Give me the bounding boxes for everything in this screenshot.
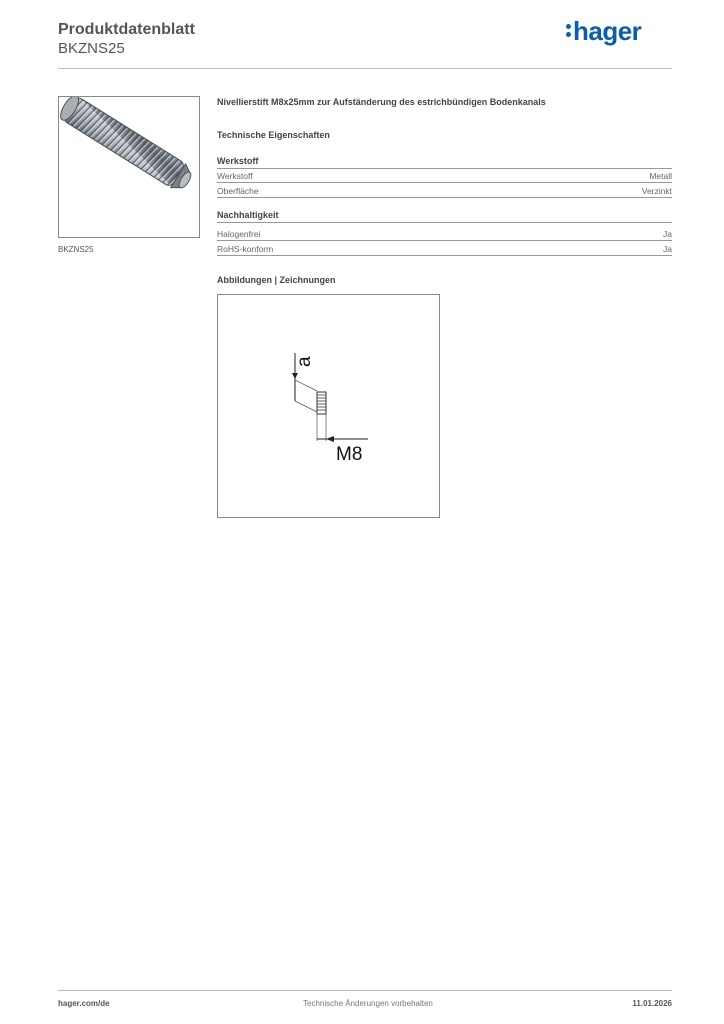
spec-row xyxy=(217,184,672,198)
logo-text: hager xyxy=(573,16,642,46)
spec-row xyxy=(217,169,672,183)
spec-label: RoHS-konform xyxy=(217,244,274,254)
dimension-label-a: a xyxy=(294,356,315,367)
footer-divider xyxy=(58,990,672,991)
hager-logo xyxy=(566,16,641,47)
dimension-drawing-svg xyxy=(218,295,439,517)
header-divider xyxy=(58,68,672,69)
footer-website-link[interactable]: hager.com/de xyxy=(58,999,110,1008)
technical-section-title: Technische Eigenschaften xyxy=(217,130,330,140)
dimension-drawing xyxy=(217,294,440,518)
footer-date: 11.01.2026 xyxy=(632,999,672,1008)
group-title-nachhaltigkeit: Nachhaltigkeit xyxy=(217,210,672,223)
spec-label: Oberfläche xyxy=(217,186,259,196)
group-title-werkstoff: Werkstoff xyxy=(217,156,672,169)
product-description: Nivellierstift M8x25mm zur Aufständerung des estrichbündigen Bodenkanals xyxy=(217,97,546,107)
article-number: BKZNS25 xyxy=(58,40,125,57)
spec-value: Ja xyxy=(663,229,672,239)
product-image xyxy=(58,96,200,238)
drawings-section-title: Abbildungen | Zeichnungen xyxy=(217,275,336,285)
spec-value: Verzinkt xyxy=(641,186,672,196)
threaded-pin-icon xyxy=(59,97,199,237)
spec-value: Metall xyxy=(649,171,672,181)
spec-label: Halogenfrei xyxy=(217,229,261,239)
spec-row xyxy=(217,227,672,241)
spec-row xyxy=(217,242,672,256)
spec-label: Werkstoff xyxy=(217,171,253,181)
logo-dots-icon xyxy=(566,22,572,38)
footer-note: Technische Änderungen vorbehalten xyxy=(303,999,433,1008)
page-title: Produktdatenblatt xyxy=(58,21,195,38)
dimension-label-m8: M8 xyxy=(336,444,363,465)
spec-value: Ja xyxy=(663,244,672,254)
image-caption: BKZNS25 xyxy=(58,245,94,254)
